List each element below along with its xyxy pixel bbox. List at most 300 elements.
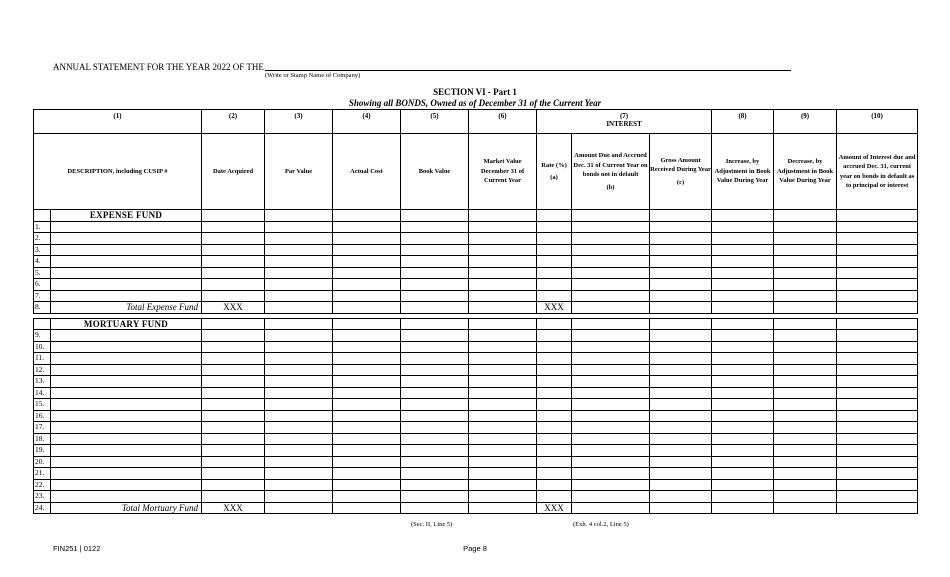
gross-amount-received-input[interactable] [650,330,712,342]
gross-amount-received-input[interactable] [650,353,712,365]
actual-cost-input[interactable] [333,445,401,457]
book-value-input[interactable] [401,456,469,468]
rate-input[interactable] [537,290,572,302]
interest-in-default-input[interactable] [837,422,918,434]
rate-xxx: XXX [537,502,572,514]
date-acquired-input[interactable] [202,410,265,422]
book-value-input[interactable] [401,387,469,399]
decrease-adjustment-input[interactable] [774,456,837,468]
date-acquired-input[interactable] [202,456,265,468]
par-value-input[interactable] [265,410,333,422]
book-value-input[interactable] [401,341,469,353]
amount-due-accrued-input[interactable] [572,279,650,291]
amount-due-accrued-input[interactable] [572,468,650,480]
increase-adjustment-input[interactable] [712,468,774,480]
par-value-input[interactable] [265,445,333,457]
rate-input[interactable] [537,456,572,468]
decrease-adjustment-input[interactable] [774,279,837,291]
market-value-input[interactable] [469,221,537,233]
description-input[interactable] [51,410,202,422]
interest-in-default-input[interactable] [837,387,918,399]
amount-due-accrued-input[interactable] [572,387,650,399]
rate-input[interactable] [537,267,572,279]
rate-input[interactable] [537,376,572,388]
amount-due-accrued-input[interactable] [572,399,650,411]
gross-amount-received-input[interactable] [650,364,712,376]
gross-amount-received-input[interactable] [650,445,712,457]
description-input[interactable] [51,376,202,388]
actual-cost-input[interactable] [333,433,401,445]
actual-cost-input[interactable] [333,491,401,503]
rate-input[interactable] [537,422,572,434]
book-value-total-input[interactable] [401,302,469,314]
book-value-input[interactable] [401,445,469,457]
col-7b-cell [572,134,650,210]
date-acquired-input[interactable] [202,341,265,353]
amount-due-accrued-input[interactable] [572,256,650,268]
market-value-input[interactable] [469,233,537,245]
interest-in-default-input[interactable] [837,256,918,268]
description-input[interactable] [51,491,202,503]
decrease-adjustment-input[interactable] [774,256,837,268]
book-value-total-input[interactable] [401,502,469,514]
interest-in-default-input[interactable] [837,445,918,457]
col-7a-sub: (a) [550,174,558,181]
amount-due-accrued-input[interactable] [572,376,650,388]
amount-due-accrued-input[interactable] [572,445,650,457]
actual-cost-input[interactable] [333,468,401,480]
date-acquired-input[interactable] [202,491,265,503]
par-value-input[interactable] [265,376,333,388]
description-input[interactable] [51,387,202,399]
rate-input[interactable] [537,353,572,365]
rate-input[interactable] [537,445,572,457]
market-value-input[interactable] [469,353,537,365]
amount-due-accrued-input[interactable] [572,233,650,245]
rate-input[interactable] [537,491,572,503]
increase-adjustment-input[interactable] [712,376,774,388]
book-value-input[interactable] [401,256,469,268]
table-row [34,221,918,233]
actual-cost-input[interactable] [333,221,401,233]
interest-in-default-input[interactable] [837,267,918,279]
increase-adjustment-input[interactable] [712,290,774,302]
decrease-adjustment-input[interactable] [774,387,837,399]
description-input[interactable] [51,479,202,491]
increase-adjustment-input[interactable] [712,387,774,399]
gross-amount-received-total-input[interactable] [650,302,712,314]
description-input[interactable] [51,233,202,245]
date-acquired-input[interactable] [202,433,265,445]
interest-in-default-input[interactable] [837,364,918,376]
actual-cost-input[interactable] [333,387,401,399]
line-number: 16. [34,410,51,422]
decrease-adjustment-cell [774,210,837,222]
table-row [34,410,918,422]
description-input[interactable] [51,256,202,268]
actual-cost-input[interactable] [333,290,401,302]
date-acquired-input[interactable] [202,279,265,291]
market-value-total-input[interactable] [469,502,537,514]
interest-in-default-input[interactable] [837,353,918,365]
description-input[interactable] [51,445,202,457]
rate-input[interactable] [537,244,572,256]
gross-amount-received-input[interactable] [650,468,712,480]
decrease-adjustment-input[interactable] [774,399,837,411]
par-value-input[interactable] [265,387,333,399]
market-value-input[interactable] [469,456,537,468]
book-value-input[interactable] [401,433,469,445]
description-input[interactable] [51,221,202,233]
interest-in-default-input[interactable] [837,341,918,353]
actual-cost-input[interactable] [333,256,401,268]
increase-adjustment-total-input[interactable] [712,302,774,314]
interest-in-default-input[interactable] [837,410,918,422]
amount-due-accrued-input[interactable] [572,244,650,256]
rate-input[interactable] [537,479,572,491]
rate-input[interactable] [537,256,572,268]
par-value-total-input[interactable] [265,302,333,314]
amount-due-accrued-input[interactable] [572,364,650,376]
actual-cost-input[interactable] [333,353,401,365]
actual-cost-input[interactable] [333,341,401,353]
gross-amount-received-input[interactable] [650,399,712,411]
actual-cost-input[interactable] [333,410,401,422]
increase-adjustment-input[interactable] [712,399,774,411]
interest-in-default-input[interactable] [837,468,918,480]
col-10-number: (10) [837,110,918,134]
decrease-adjustment-input[interactable] [774,410,837,422]
par-value-input[interactable] [265,399,333,411]
market-value-input[interactable] [469,445,537,457]
decrease-adjustment-input[interactable] [774,353,837,365]
amount-due-accrued-input[interactable] [572,433,650,445]
market-value-input[interactable] [469,267,537,279]
amount-due-accrued-input[interactable] [572,456,650,468]
description-input[interactable] [51,422,202,434]
increase-adjustment-total-input[interactable] [712,502,774,514]
amount-due-accrued-input[interactable] [572,410,650,422]
decrease-adjustment-input[interactable] [774,479,837,491]
gross-amount-received-input[interactable] [650,244,712,256]
par-value-input[interactable] [265,233,333,245]
gross-amount-received-input[interactable] [650,267,712,279]
description-input[interactable] [51,330,202,342]
decrease-adjustment-cell [774,318,837,330]
par-value-input[interactable] [265,433,333,445]
table-row [34,376,918,388]
interest-in-default-input[interactable] [837,233,918,245]
amount-due-accrued-total-input[interactable] [572,302,650,314]
gross-amount-received-input[interactable] [650,279,712,291]
book-value-input[interactable] [401,491,469,503]
page-number: Page 8 [463,544,487,553]
interest-in-default-total-input[interactable] [837,502,918,514]
book-value-input[interactable] [401,422,469,434]
date-acquired-input[interactable] [202,244,265,256]
market-value-input[interactable] [469,364,537,376]
increase-adjustment-input[interactable] [712,479,774,491]
rate-input[interactable] [537,364,572,376]
increase-adjustment-input[interactable] [712,445,774,457]
actual-cost-cell [333,318,401,330]
increase-adjustment-input[interactable] [712,233,774,245]
decrease-adjustment-input[interactable] [774,233,837,245]
decrease-adjustment-input[interactable] [774,433,837,445]
date-acquired-input[interactable] [202,364,265,376]
gross-amount-received-input[interactable] [650,410,712,422]
actual-cost-input[interactable] [333,479,401,491]
market-value-input[interactable] [469,376,537,388]
book-value-input[interactable] [401,479,469,491]
book-value-input[interactable] [401,330,469,342]
date-acquired-input[interactable] [202,399,265,411]
increase-adjustment-input[interactable] [712,341,774,353]
market-value-input[interactable] [469,330,537,342]
market-value-input[interactable] [469,399,537,411]
description-input[interactable] [51,353,202,365]
date-acquired-input[interactable] [202,387,265,399]
increase-adjustment-input[interactable] [712,456,774,468]
increase-adjustment-input[interactable] [712,422,774,434]
decrease-adjustment-input[interactable] [774,221,837,233]
amount-due-accrued-input[interactable] [572,479,650,491]
rate-input[interactable] [537,433,572,445]
date-acquired-input[interactable] [202,422,265,434]
interest-in-default-input[interactable] [837,491,918,503]
book-value-input[interactable] [401,244,469,256]
increase-adjustment-input[interactable] [712,256,774,268]
market-value-input[interactable] [469,341,537,353]
interest-in-default-input[interactable] [837,479,918,491]
par-value-input[interactable] [265,256,333,268]
par-value-input[interactable] [265,330,333,342]
interest-in-default-input[interactable] [837,330,918,342]
date-acquired-input[interactable] [202,330,265,342]
gross-amount-received-input[interactable] [650,221,712,233]
increase-adjustment-input[interactable] [712,330,774,342]
decrease-adjustment-input[interactable] [774,376,837,388]
increase-adjustment-input[interactable] [712,221,774,233]
interest-in-default-input[interactable] [837,290,918,302]
interest-in-default-input[interactable] [837,279,918,291]
rate-input[interactable] [537,330,572,342]
actual-cost-input[interactable] [333,267,401,279]
gross-amount-received-total-input[interactable] [650,502,712,514]
par-value-input[interactable] [265,491,333,503]
par-value-input[interactable] [265,267,333,279]
description-input[interactable] [51,244,202,256]
col-7c-label: Gross Amount Received During Year [650,156,711,174]
book-value-input[interactable] [401,410,469,422]
book-value-input[interactable] [401,267,469,279]
date-acquired-input[interactable] [202,221,265,233]
rate-input[interactable] [537,233,572,245]
book-value-input[interactable] [401,233,469,245]
rate-input[interactable] [537,341,572,353]
decrease-adjustment-input[interactable] [774,422,837,434]
actual-cost-input[interactable] [333,422,401,434]
par-value-input[interactable] [265,456,333,468]
actual-cost-total-input[interactable] [333,502,401,514]
market-value-input[interactable] [469,479,537,491]
gross-amount-received-input[interactable] [650,433,712,445]
amount-due-accrued-input[interactable] [572,341,650,353]
actual-cost-total-input[interactable] [333,302,401,314]
date-acquired-input[interactable] [202,256,265,268]
date-acquired-input[interactable] [202,233,265,245]
amount-due-accrued-input[interactable] [572,353,650,365]
rate-input[interactable] [537,399,572,411]
book-value-input[interactable] [401,376,469,388]
gross-amount-received-input[interactable] [650,376,712,388]
description-input[interactable] [51,468,202,480]
rate-input[interactable] [537,468,572,480]
increase-adjustment-input[interactable] [712,410,774,422]
gross-amount-received-input[interactable] [650,387,712,399]
par-value-input[interactable] [265,244,333,256]
par-value-input[interactable] [265,364,333,376]
par-value-input[interactable] [265,341,333,353]
gross-amount-received-input[interactable] [650,456,712,468]
interest-in-default-total-input[interactable] [837,302,918,314]
market-value-input[interactable] [469,433,537,445]
par-value-input[interactable] [265,422,333,434]
date-acquired-input[interactable] [202,353,265,365]
description-input[interactable] [51,267,202,279]
actual-cost-input[interactable] [333,330,401,342]
actual-cost-input[interactable] [333,376,401,388]
par-value-input[interactable] [265,353,333,365]
line-number: 13. [34,376,51,388]
rate-input[interactable] [537,221,572,233]
actual-cost-input[interactable] [333,399,401,411]
market-value-input[interactable] [469,290,537,302]
gross-amount-received-input[interactable] [650,233,712,245]
book-value-input[interactable] [401,290,469,302]
amount-due-accrued-input[interactable] [572,330,650,342]
increase-adjustment-input[interactable] [712,364,774,376]
increase-adjustment-input[interactable] [712,279,774,291]
market-value-input[interactable] [469,468,537,480]
table-row [34,290,918,302]
rate-input[interactable] [537,410,572,422]
market-value-input[interactable] [469,387,537,399]
date-acquired-input[interactable] [202,468,265,480]
gross-amount-received-input[interactable] [650,341,712,353]
amount-due-accrued-input[interactable] [572,491,650,503]
decrease-adjustment-input[interactable] [774,244,837,256]
market-value-input[interactable] [469,256,537,268]
market-value-input[interactable] [469,244,537,256]
col-1-label: DESCRIPTION, including CUSIP # [34,134,202,210]
book-value-input[interactable] [401,468,469,480]
date-acquired-input[interactable] [202,376,265,388]
description-input[interactable] [51,341,202,353]
market-value-total-input[interactable] [469,302,537,314]
par-value-total-input[interactable] [265,502,333,514]
amount-due-accrued-input[interactable] [572,221,650,233]
decrease-adjustment-input[interactable] [774,491,837,503]
date-acquired-input[interactable] [202,479,265,491]
increase-adjustment-input[interactable] [712,244,774,256]
actual-cost-input[interactable] [333,456,401,468]
col-3-label: Par Value [265,134,333,210]
gross-amount-received-input[interactable] [650,491,712,503]
interest-in-default-input[interactable] [837,221,918,233]
interest-in-default-input[interactable] [837,376,918,388]
rate-input[interactable] [537,387,572,399]
actual-cost-input[interactable] [333,364,401,376]
amount-due-accrued-input[interactable] [572,290,650,302]
par-value-input[interactable] [265,290,333,302]
line-number: 9. [34,330,51,342]
market-value-input[interactable] [469,279,537,291]
book-value-input[interactable] [401,399,469,411]
market-value-input[interactable] [469,422,537,434]
increase-adjustment-input[interactable] [712,267,774,279]
decrease-adjustment-input[interactable] [774,290,837,302]
increase-adjustment-input[interactable] [712,433,774,445]
actual-cost-input[interactable] [333,244,401,256]
amount-due-accrued-total-input[interactable] [572,502,650,514]
gross-amount-received-input[interactable] [650,422,712,434]
market-value-input[interactable] [469,410,537,422]
increase-adjustment-input[interactable] [712,353,774,365]
amount-due-accrued-input[interactable] [572,422,650,434]
gross-amount-received-input[interactable] [650,479,712,491]
decrease-adjustment-input[interactable] [774,341,837,353]
actual-cost-input[interactable] [333,279,401,291]
gross-amount-received-input[interactable] [650,256,712,268]
description-input[interactable] [51,399,202,411]
decrease-adjustment-total-input[interactable] [774,502,837,514]
gross-amount-received-input[interactable] [650,290,712,302]
date-acquired-input[interactable] [202,290,265,302]
actual-cost-input[interactable] [333,233,401,245]
decrease-adjustment-input[interactable] [774,445,837,457]
increase-adjustment-input[interactable] [712,491,774,503]
par-value-input[interactable] [265,468,333,480]
description-input[interactable] [51,279,202,291]
decrease-adjustment-input[interactable] [774,330,837,342]
decrease-adjustment-input[interactable] [774,267,837,279]
decrease-adjustment-input[interactable] [774,468,837,480]
interest-in-default-input[interactable] [837,433,918,445]
book-value-input[interactable] [401,221,469,233]
amount-due-accrued-input[interactable] [572,267,650,279]
description-input[interactable] [51,433,202,445]
book-value-input[interactable] [401,353,469,365]
par-value-input[interactable] [265,221,333,233]
market-value-input[interactable] [469,491,537,503]
decrease-adjustment-total-input[interactable] [774,302,837,314]
interest-in-default-input[interactable] [837,456,918,468]
description-input[interactable] [51,456,202,468]
par-value-input[interactable] [265,479,333,491]
rate-input[interactable] [537,279,572,291]
interest-in-default-input[interactable] [837,399,918,411]
date-acquired-input[interactable] [202,445,265,457]
interest-in-default-input[interactable] [837,244,918,256]
book-value-input[interactable] [401,279,469,291]
book-value-input[interactable] [401,364,469,376]
decrease-adjustment-input[interactable] [774,364,837,376]
par-value-input[interactable] [265,279,333,291]
description-input[interactable] [51,290,202,302]
date-acquired-input[interactable] [202,267,265,279]
description-input[interactable] [51,364,202,376]
